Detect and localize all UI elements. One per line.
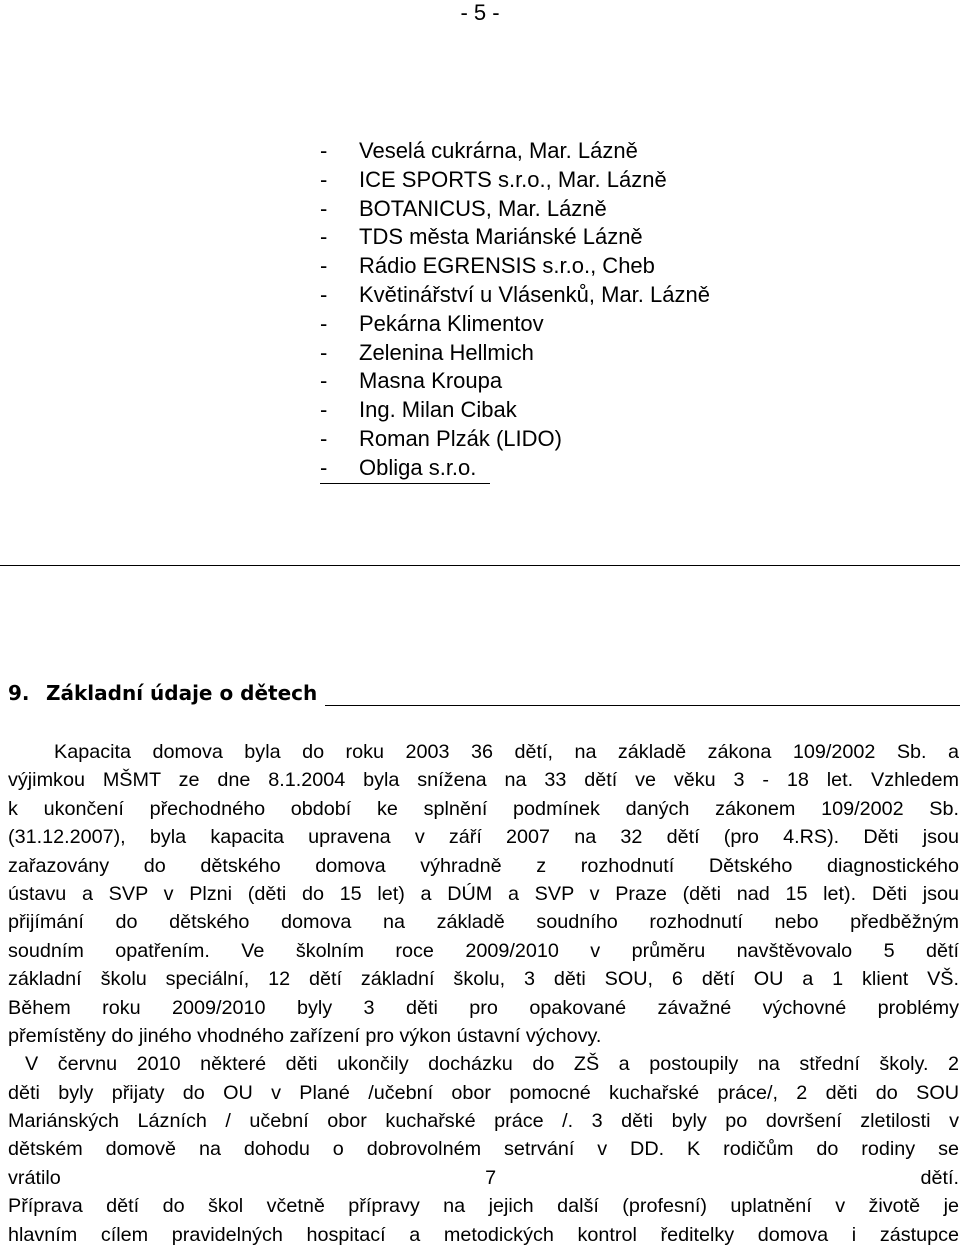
list-item: - Rádio EGRENSIS s.r.o., Cheb	[320, 253, 655, 279]
list-item: - ICE SPORTS s.r.o., Mar. Lázně	[320, 166, 667, 192]
text-line: dětském domově na dohodu o dobrovolném setrvání v DD. K rodičům do rodiny se	[8, 1138, 959, 1161]
text-line: k ukončení přechodného období ke splnění podmínek daných zákonem 109/2002 Sb.	[8, 797, 959, 820]
list-item: - Pekárna Klimentov	[320, 310, 544, 336]
text-line: Příprava dětí do škol včetně přípravy na jejich další (profesní) uplatnění v životě je	[8, 1195, 959, 1218]
text-line: (31.12.2007), byla kapacita upravena v září 2007 na 32 dětí (pro 4.RS). Děti jsou	[8, 826, 959, 849]
text-line: zařazovány do dětského domova výhradně z rozhodnutí Dětského diagnostického	[8, 854, 959, 877]
section-heading	[8, 678, 317, 708]
text-line: přemístěny do jiného vhodného zařízení pro výkon ústavní výchovy.	[8, 1024, 602, 1047]
text-line: Během roku 2009/2010 byly 3 děti pro opakované závažné výchovné problémy	[8, 996, 959, 1019]
list-item: - TDS města Mariánské Lázně	[320, 224, 643, 250]
partner-list	[320, 137, 710, 483]
list-item: - Květinářství u Vlásenků, Mar. Lázně	[320, 281, 710, 307]
text-line: Mariánských Lázních / učební obor kuchařské práce /. 3 děti byly po dovršení zletilosti v	[8, 1110, 959, 1133]
text-line: soudním opatřením. Ve školním roce 2009/2010 v průměru navštěvovalo 5 dětí	[8, 939, 959, 962]
section-divider	[0, 565, 960, 566]
text-line: ústavu a SVP v Plzni (děti do 15 let) a DÚM a SVP v Praze (děti nad 15 let). Děti jsou	[8, 882, 959, 905]
list-item: - Ing. Milan Cibak	[320, 397, 517, 423]
text-line: hlavním cílem pravidelných hospitací a metodických kontrol ředitelky domova i zástupce	[8, 1223, 959, 1246]
list-item: - Zelenina Hellmich	[320, 339, 534, 365]
list-item: - Veselá cukrárna, Mar. Lázně	[320, 138, 638, 163]
text-line: přijímání do dětského domova na základě soudního rozhodnutí nebo předběžným	[8, 911, 959, 934]
list-item: - Masna Kroupa	[320, 368, 503, 394]
list-divider	[320, 483, 490, 484]
section-title: Základní údaje o dětech	[46, 681, 318, 705]
text-line: vrátilo 7 dětí.	[8, 1166, 959, 1189]
text-line: základní školu speciální, 12 dětí základní školu, 3 děti SOU, 6 dětí OU a 1 klient VŠ.	[8, 968, 959, 991]
list-item: - BOTANICUS, Mar. Lázně	[320, 195, 607, 221]
text-line: V červnu 2010 některé děti ukončily docházku do ZŠ a postoupily na střední školy. 2	[25, 1053, 959, 1076]
list-item: - Roman Plzák (LIDO)	[320, 425, 562, 451]
section-number: 9.	[8, 681, 30, 705]
text-line: výjimkou MŠMT ze dne 8.1.2004 byla snížena na 33 dětí ve věku 3 - 18 let. Vzhledem	[8, 769, 959, 792]
text-line: Kapacita domova byla do roku 2003 36 dětí, na základě zákona 109/2002 Sb. a	[54, 741, 959, 763]
list-item: - Obliga s.r.o.	[320, 454, 477, 480]
section-body	[8, 738, 959, 1249]
text-line: děti byly přijaty do OU v Plané /učební obor pomocné kuchařské práce/, 2 děti do SOU	[8, 1081, 959, 1104]
heading-underline	[325, 705, 960, 706]
page-number: - 5 -	[460, 0, 500, 25]
